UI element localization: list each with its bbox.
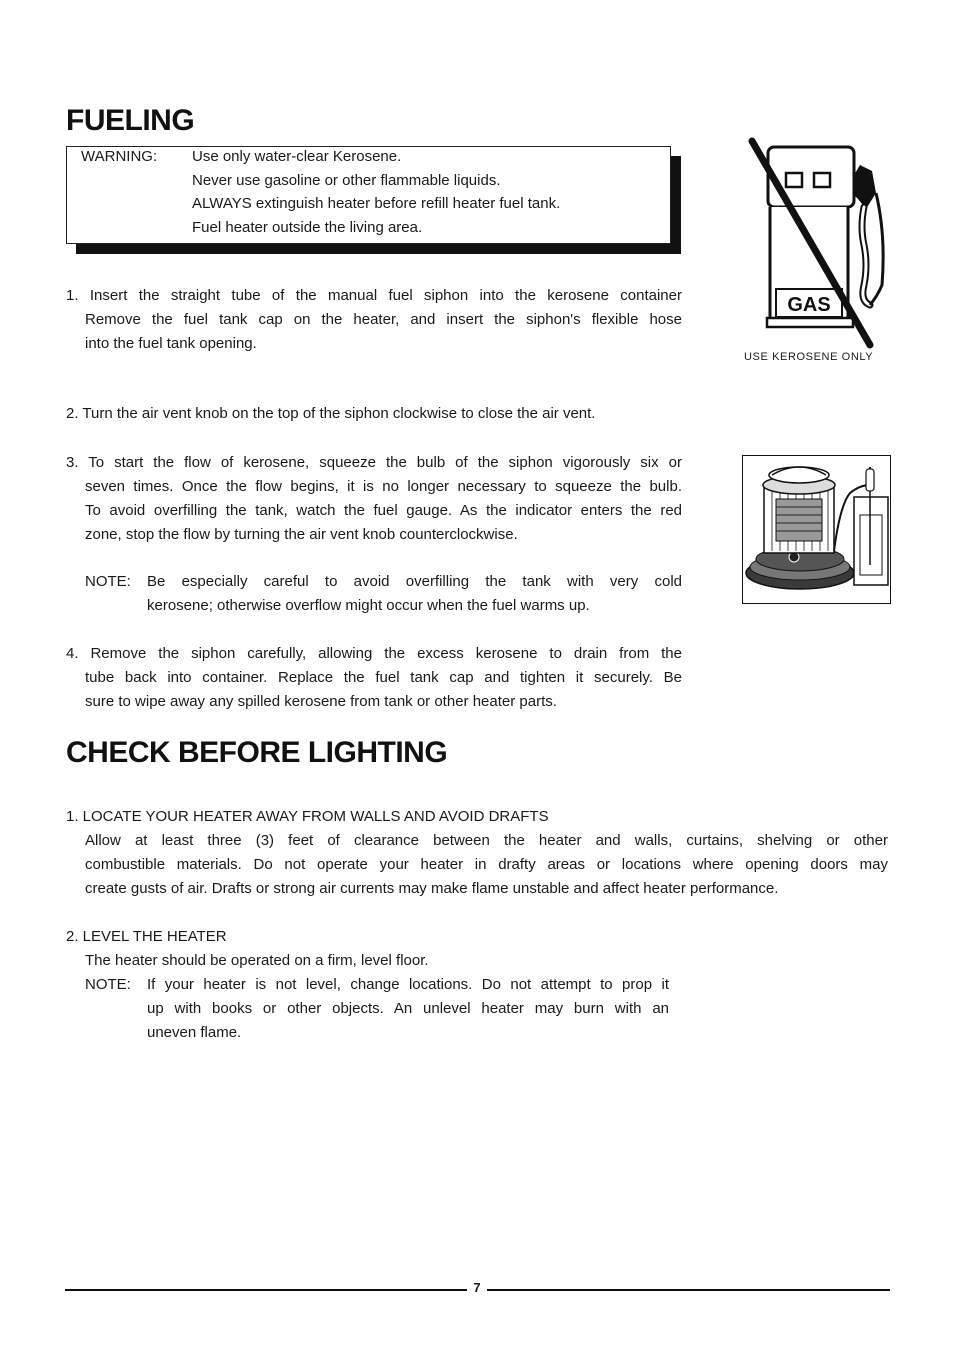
- warning-line: ALWAYS extinguish heater before refill heater fuel tank.: [192, 195, 561, 212]
- check-item-line: The heater should be operated on a firm, level floor.: [85, 952, 429, 969]
- fueling-step-4: [66, 642, 682, 714]
- note-line: If your heater is not level, change locations. Do not attempt to prop it: [147, 976, 669, 993]
- note-line: up with books or other objects. An unlevel heater may burn with an: [147, 1000, 669, 1017]
- warning-line: Fuel heater outside the living area.: [192, 218, 423, 236]
- check-item-heading: 1. LOCATE YOUR HEATER AWAY FROM WALLS AND AVOID DRAFTS: [66, 808, 549, 825]
- fueling-step-3: [66, 451, 682, 547]
- check-item-line: Allow at least three (3) feet of clearance between the heater and walls, curtains, shelving or other: [85, 832, 888, 849]
- step-line: 1. Insert the straight tube of the manual fuel siphon into the kerosene container: [66, 287, 682, 304]
- check-item-heading: 2. LEVEL THE HEATER: [66, 928, 227, 945]
- figure-caption: USE KEROSENE ONLY: [744, 351, 874, 363]
- check-item-line: combustible materials. Do not operate your heater in drafty areas or locations where opening doors may: [85, 856, 888, 873]
- step-line: seven times. Once the flow begins, it is no longer necessary to squeeze the bulb.: [85, 478, 682, 495]
- note-line: Be especially careful to avoid overfilling the tank with very cold: [147, 573, 682, 590]
- section-title-fueling: FUELING: [66, 104, 195, 137]
- step-line: To avoid overfilling the tank, watch the fuel gauge. As the indicator enters the red: [85, 502, 682, 519]
- note-line: uneven flame.: [147, 1024, 242, 1041]
- warning-box: [66, 146, 671, 244]
- gas-pump-prohibited-illustration: [736, 135, 892, 350]
- fueling-step-1: [66, 284, 682, 356]
- step-line: 2. Turn the air vent knob on the top of the siphon clockwise to close the air vent.: [66, 405, 596, 422]
- check-item-2: [66, 925, 888, 973]
- warning-line: Use only water-clear Kerosene.: [192, 148, 402, 165]
- page-number: 7: [473, 1280, 481, 1295]
- step-line: zone, stop the flow by turning the air vent knob counterclockwise.: [85, 526, 518, 543]
- check-item-1: [66, 805, 888, 901]
- step-line: 4. Remove the siphon carefully, allowing the excess kerosene to drain from the: [66, 645, 682, 662]
- check-item-line: create gusts of air. Drafts or strong air currents may make flame unstable and affect heater performance.: [85, 880, 779, 897]
- gas-label: GAS: [787, 294, 831, 316]
- note-label: NOTE:: [85, 573, 131, 590]
- warning-lines: [192, 145, 560, 239]
- note-label: NOTE:: [85, 976, 131, 993]
- footer-rule-left: [65, 1289, 467, 1291]
- heater-siphon-illustration: [742, 455, 891, 605]
- step-line: Remove the fuel tank cap on the heater, and insert the siphon's flexible hose: [85, 311, 682, 328]
- note-line: kerosene; otherwise overflow might occur when the fuel warms up.: [147, 597, 590, 614]
- step-line: sure to wipe away any spilled kerosene from tank or other heater parts.: [85, 693, 557, 710]
- step-line: tube back into container. Replace the fuel tank cap and tighten it securely. Be: [85, 669, 682, 686]
- footer-rule-right: [487, 1289, 890, 1291]
- step-line: into the fuel tank opening.: [85, 335, 257, 352]
- fueling-step-2: [66, 402, 706, 426]
- section-title-check-before-lighting: CHECK BEFORE LIGHTING: [66, 736, 448, 769]
- warning-label: WARNING:: [81, 148, 158, 165]
- warning-line: Never use gasoline or other flammable liquids.: [192, 171, 501, 189]
- step-line: 3. To start the flow of kerosene, squeeze the bulb of the siphon vigorously six or: [66, 454, 682, 471]
